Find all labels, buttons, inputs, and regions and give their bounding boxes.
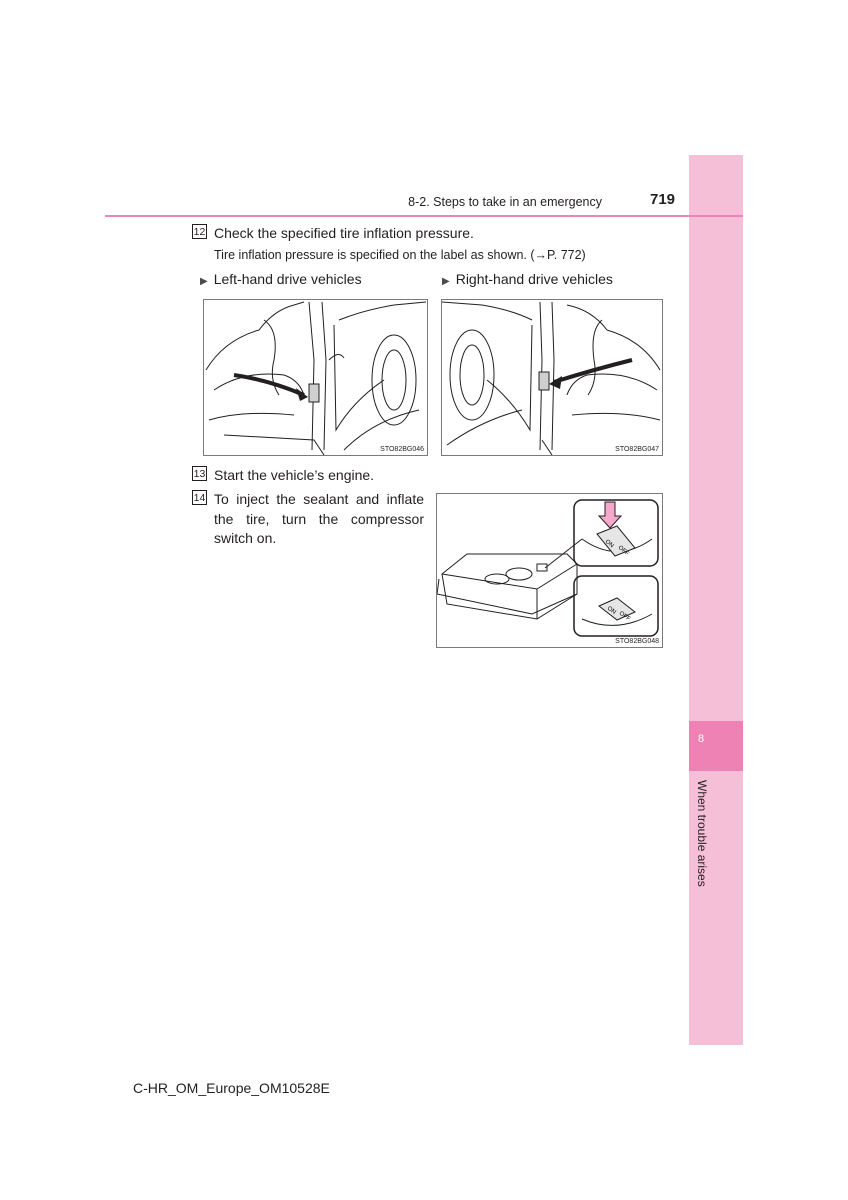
tire-pressure-note: Tire inflation pressure is specified on the label as shown. (→P. 772) bbox=[214, 248, 586, 262]
compressor-illustration bbox=[437, 494, 662, 647]
figure-id: STO82BG047 bbox=[615, 446, 659, 453]
figure-compressor-switch bbox=[436, 493, 663, 648]
step-number-14: 14 bbox=[193, 492, 206, 504]
door-pillar-illustration-right bbox=[442, 300, 662, 455]
subhead-left-hand-drive: ▶ Left-hand drive vehicles bbox=[200, 271, 362, 287]
step-text-14: To inject the sealant and inflate the tire, turn the compressor switch on. bbox=[214, 491, 424, 546]
triangle-bullet-icon: ▶ bbox=[442, 276, 450, 287]
switch-on-graphic bbox=[597, 526, 635, 557]
chapter-title: When trouble arises bbox=[695, 780, 709, 887]
step-number-13: 13 bbox=[193, 468, 206, 480]
svg-text:OFF: OFF bbox=[617, 610, 632, 623]
step-text-12: Check the specified tire inflation pressure. bbox=[214, 225, 474, 241]
figure-id: STO82BG048 bbox=[615, 638, 659, 645]
header-divider bbox=[105, 215, 743, 217]
svg-text:OFF: OFF bbox=[616, 544, 630, 558]
chapter-number: 8 bbox=[698, 733, 705, 745]
page-number: 719 bbox=[650, 191, 676, 208]
figure-id: STO82BG046 bbox=[380, 446, 424, 453]
press-arrow-icon bbox=[599, 502, 621, 528]
door-pillar-illustration-left bbox=[204, 300, 427, 455]
figure-right-hand-drive bbox=[441, 299, 663, 456]
svg-text:ON: ON bbox=[603, 538, 615, 550]
step-text-13: Start the vehicle’s engine. bbox=[214, 467, 375, 483]
chapter-side-tab bbox=[689, 155, 743, 1045]
document-code: C-HR_OM_Europe_OM10528E bbox=[133, 1080, 330, 1096]
triangle-bullet-icon: ▶ bbox=[200, 276, 208, 287]
section-title: 8-2. Steps to take in an emergency bbox=[408, 195, 602, 209]
figure-left-hand-drive bbox=[203, 299, 428, 456]
chapter-tab-active[interactable] bbox=[689, 721, 743, 771]
step-number-12: 12 bbox=[193, 226, 206, 238]
switch-off-graphic bbox=[599, 598, 635, 623]
svg-text:ON: ON bbox=[605, 605, 617, 616]
subhead-right-hand-drive: ▶ Right-hand drive vehicles bbox=[442, 271, 613, 287]
